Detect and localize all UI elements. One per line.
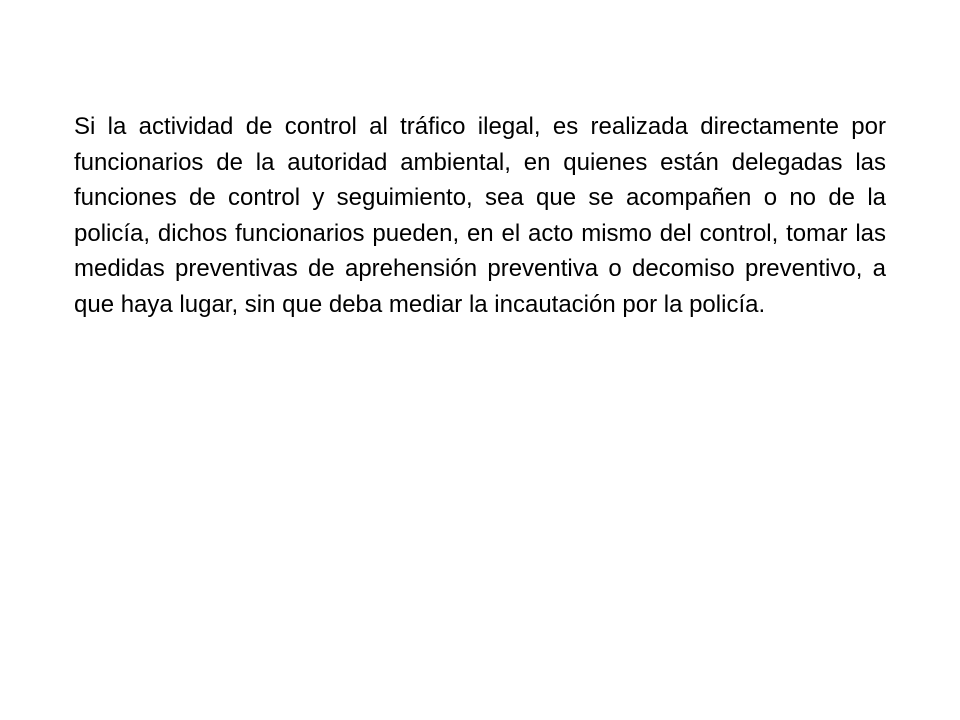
slide-body-text: Si la actividad de control al tráfico ilegal, es realizada directamente por funcionarios de la autoridad ambiental, en quienes están delegadas las funciones de control y seguimiento, sea que se acompañen o no de la policía, dichos funcionarios pueden, en el acto mismo del control, tomar las medidas preventivas de aprehensión preventiva o decomiso preventivo, a que haya lugar, sin que deba mediar la incautación por la policía. xyxy=(74,113,886,318)
